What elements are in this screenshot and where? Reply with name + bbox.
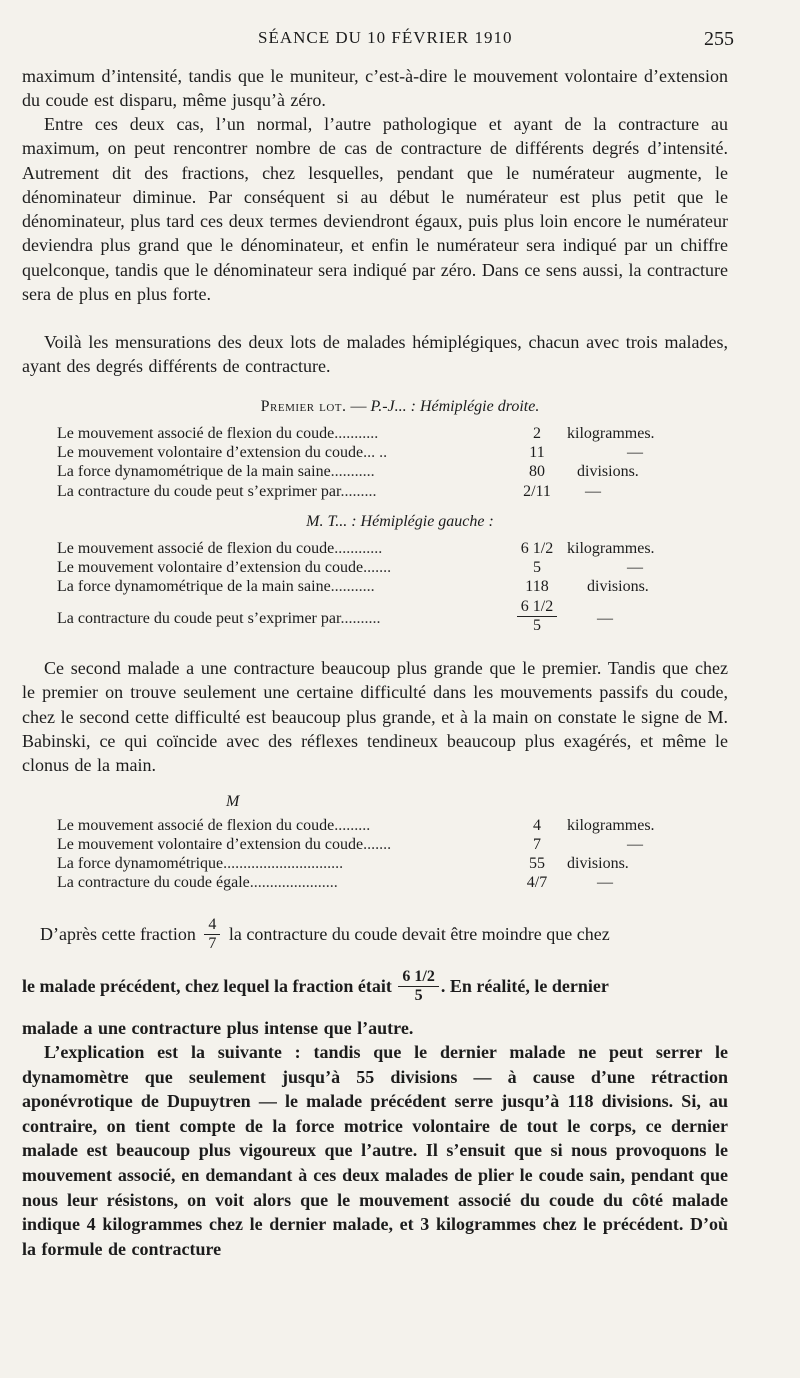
row-dots: ........... [334, 425, 379, 442]
row-unit: — [627, 836, 643, 853]
row-value: 80 [529, 463, 545, 480]
row-label: Le mouvement volontaire d’extension du coude [57, 444, 364, 461]
row-label: Le mouvement volontaire d’extension du coude [57, 559, 364, 576]
row-value: 7 [533, 836, 541, 853]
lot1-heading-italic: P.-J... : Hémiplégie droite. [370, 398, 540, 415]
row-unit: — [585, 483, 601, 500]
row-dots: ... .. [363, 444, 388, 461]
row-dots: ......... [340, 483, 377, 500]
row-dots: ....... [363, 836, 392, 853]
sentence-text: . En réalité, le dernier [440, 976, 609, 996]
inline-fraction [204, 916, 220, 953]
row-dots: ...................... [249, 874, 338, 891]
fraction-denominator: 5 [414, 987, 423, 1004]
row-dots: ......... [334, 817, 371, 834]
row-value: 55 [529, 855, 545, 872]
fraction-sentence-1 [40, 916, 730, 953]
row-label: Le mouvement associé de flexion du coude [57, 425, 335, 442]
row-value: 4/7 [526, 874, 548, 891]
row-label: Le mouvement associé de flexion du coude [57, 817, 335, 834]
row-unit: — [627, 444, 643, 461]
row-label: La force dynamométrique de la main saine [57, 578, 331, 595]
row-value: 2 [533, 425, 541, 442]
row-dots: .............................. [223, 855, 344, 872]
sentence-text: la contracture du coude devait être moindre que chez [228, 924, 610, 944]
header-title: SÉANCE DU 10 FÉVRIER 1910 [258, 28, 513, 47]
inline-fraction [398, 968, 438, 1005]
running-header [0, 24, 800, 54]
row-dots: ....... [363, 559, 392, 576]
sentence-text: le malade précédent, chez lequel la fraction était [22, 976, 392, 996]
row-label: La contracture du coude peut s’exprimer par [57, 483, 341, 500]
row-dots: ........... [330, 463, 375, 480]
row-label: Le mouvement associé de flexion du coude [57, 540, 335, 557]
row-label: La contracture du coude égale [57, 874, 250, 891]
row-unit: divisions. [587, 578, 649, 595]
paragraph-3: Voilà les mensurations des deux lots de malades hémiplégiques, chacun avec trois malades, ayant des degrés différents de contracture. [22, 332, 728, 377]
sentence-text: D’après cette fraction [40, 924, 196, 944]
row-dots: ............ [334, 540, 383, 557]
row-unit: kilogrammes. [567, 817, 655, 834]
lot3-heading: M [226, 793, 240, 810]
row-label: La force dynamométrique [57, 855, 224, 872]
lot1-heading-dash: — [346, 398, 371, 415]
row-label: La force dynamométrique de la main saine [57, 463, 331, 480]
fraction-denominator: 7 [208, 935, 217, 952]
fraction-numerator: 4 [204, 916, 220, 935]
fraction-numerator: 6 1/2 [398, 968, 438, 987]
row-label: La contracture du coude peut s’exprimer par [57, 610, 341, 627]
fraction-sentence-2 [22, 968, 732, 1005]
lot1-heading-sc: Premier lot. [260, 398, 347, 415]
row-unit: kilogrammes. [567, 425, 655, 442]
paragraph-4: Ce second malade a une contracture beaucoup plus grande que le premier. Tandis que chez le premier on trouve seulement une certaine difficulté dans les mouvements passifs du coude, chez le second cette difficulté est beaucoup plus grande, et à la main on constate le signe de M. Babinski, ce qui coïncide avec des réflexes tendineux beaucoup plus exagérés, et même le clonus de la main. [22, 658, 728, 776]
paragraph-7: malade a une contracture plus intense que l’autre. [22, 1018, 414, 1038]
page-number: 255 [704, 28, 734, 50]
row-value: 11 [529, 444, 545, 461]
row-value: 2/11 [523, 483, 551, 500]
row-unit: — [627, 559, 643, 576]
row-value: 5 [533, 559, 541, 576]
row-dots: ........... [330, 578, 375, 595]
row-unit: divisions. [567, 855, 629, 872]
row-dots: .......... [340, 610, 381, 627]
paragraph-1: maximum d’intensité, tandis que le muniteur, c’est-à-dire le mouvement volontaire d’extension du coude est disparu, même jusqu’à zéro. [22, 66, 728, 111]
row-unit: divisions. [577, 463, 639, 480]
lot2-heading [0, 513, 800, 531]
fraction-denominator: 5 [532, 617, 541, 634]
lot1-heading [0, 398, 800, 416]
row-label: Le mouvement volontaire d’extension du coude [57, 836, 364, 853]
row-unit: — [597, 610, 613, 627]
paragraph-2: Entre ces deux cas, l’un normal, l’autre pathologique et ayant de la contracture au maximum, on peut rencontrer nombre de cas de contracture de différents degrés d’intensité. Autrement dit des fractions, chez lesquelles, pendant que le numérateur augmente, le dénominateur diminue. Par conséquent si au début le numérateur est plus petit que le dénominateur, plus tard ces deux termes deviendront égaux, puis plus loin encore le numérateur deviendra plus grand que le dénominateur, et enfin le numérateur sera indiqué par un chiffre quelconque, tandis que le dénominateur sera indiqué par zéro. Dans ce sens aussi, la contracture sera de plus en plus forte. [22, 114, 728, 305]
row-unit: — [597, 874, 613, 891]
row-value: 4 [533, 817, 541, 834]
paragraph-8: L’explication est la suivante : tandis que le dernier malade ne peut serrer le dynamomètre que seulement jusqu’à 55 divisions — à cause d’une rétraction aponévrotique de Dupuytren — le malade précédent serre jusqu’à 118 divisions. Si, au contraire, on tient compte de la force motrice volontaire de tout le corps, ce dernier malade est beaucoup plus vigoureux que l’autre. Il s’ensuit que si nous provoquons le mouvement associé, en demandant à ces deux malades de plier le coude sain, pendant que nous leur résistons, on voit alors que le mouvement associé du coude du côté malade indique 4 kilogrammes chez le dernier malade, et 3 kilogrammes chez le précédent. D’où la formule de contracture [22, 1042, 728, 1259]
row-unit: kilogrammes. [567, 540, 655, 557]
row-fraction [507, 598, 567, 635]
lot2-heading-italic: M. T... : Hémiplégie gauche : [306, 513, 494, 530]
row-value: 6 1/2 [520, 540, 554, 557]
fraction-numerator: 6 1/2 [517, 598, 557, 617]
row-value: 118 [525, 578, 549, 595]
